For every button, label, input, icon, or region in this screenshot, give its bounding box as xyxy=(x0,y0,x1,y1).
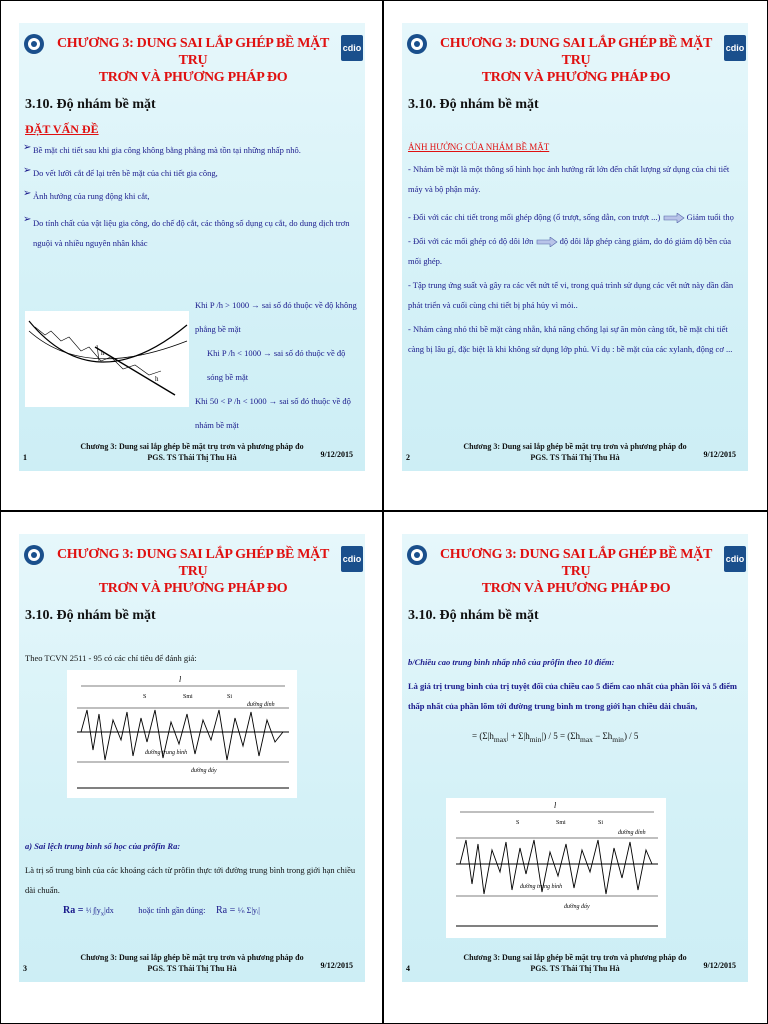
slide1-heading: ĐẶT VẤN ĐỀ xyxy=(25,122,99,136)
arrow-bullet-icon: ➢ xyxy=(23,214,32,225)
arrow-bullet-icon: ➢ xyxy=(23,165,32,176)
slide-date: 9/12/2015 xyxy=(703,961,736,970)
list-item: ➢ Do tính chất của vật liệu gia công, do chế độ cắt, các thông số dụng cụ cắt, do dung dịch trơn nguội và nhiều nguyên nhân khác xyxy=(25,213,357,253)
svg-text:đường đỉnh: đường đỉnh xyxy=(618,830,646,836)
slide1-notes: Khi P /h > 1000 → sai số đó thuộc về độ không phẳng bề mặt Khi P /h < 1000 → sai số đó thuộc về độ sóng bề mặt Khi 50 < P /h < 1000 → sai số đó thuộc về độ nhám bề mặt xyxy=(195,300,357,430)
slide1-body xyxy=(25,123,357,263)
cdio-logo: cdio xyxy=(724,546,746,572)
svg-text:đường đáy: đường đáy xyxy=(191,768,217,774)
university-logo-icon xyxy=(406,33,428,55)
section-title: 3.10. Độ nhám bề mặt xyxy=(25,97,156,112)
slide-3 xyxy=(19,534,365,982)
cdio-logo: cdio xyxy=(341,546,363,572)
slide2-heading: ẢNH HƯỞNG CỦA NHÁM BỀ MẶT xyxy=(408,142,550,152)
slide-footer: Chương 3: Dung sai lắp ghép bề mặt trụ trơn và phương pháp đo PGS. TS Thái Thị Thu Hà xyxy=(463,953,687,973)
svg-text:l: l xyxy=(179,675,182,684)
list-item: ➢ Do vết lưỡi cắt để lại trên bề mặt của chi tiết gia công, xyxy=(23,165,218,178)
svg-text:Smi: Smi xyxy=(556,820,566,826)
slide-2 xyxy=(402,23,748,471)
svg-text:đường trung bình: đường trung bình xyxy=(145,750,188,756)
roughness-profile-figure xyxy=(446,798,666,938)
slide2-body: ẢNH HƯỞNG CỦA NHÁM BỀ MẶT - Nhám bề mặt là một thông số hình học ảnh hưởng rất lớn đến chất lượng sử dụng của chi tiết máy và bộ phận máy. - Đối với các chi tiết trong mối ghép động (ổ trượt, sống dẫn, con trượt ...) Giảm tuổi thọ - Đối với các mối ghép có độ dôi lớn độ dôi lắp ghép càng giảm, do đó giảm độ bền của mối ghép. - Tập trung ứng suất và gây ra các vết nứt tế vi, trong quá trình sử dụng các vết nứt này dần dần phát triển và cuối cùng chi tiết bị phá hủy vì mỏi.. - Nhám càng nhỏ thì bề mặt càng nhẵn, khả năng chống lại sự ăn mòn càng tốt, bề mặt chi tiết càng bị lâu gỉ, đặc biệt là khi không sử dụng lớp phủ. Ví dụ : bề mặt của các xylanh, động cơ ... xyxy=(408,137,740,359)
university-logo-icon xyxy=(23,544,45,566)
slide-date: 9/12/2015 xyxy=(320,450,353,459)
surface-profile-figure xyxy=(25,311,189,407)
slide3-desc: Là trị số trung bình của các khoảng cách từ prôfin thực tới đường trung bình trong giới hạn chiều dài chuẩn. xyxy=(25,865,356,895)
slide-cell-3 xyxy=(0,511,383,1024)
section-title: 3.10. Độ nhám bề mặt xyxy=(25,608,156,623)
arrow-bullet-icon: ➢ xyxy=(23,142,32,153)
slide-number: 1 xyxy=(23,453,27,462)
svg-text:đường đỉnh: đường đỉnh xyxy=(247,702,275,708)
slide4-subheading: b/Chiều cao trung bình nhấp nhô của prôfin theo 10 điểm: xyxy=(408,657,615,667)
arrow-bullet-icon: ➢ xyxy=(23,188,32,199)
slide-date: 9/12/2015 xyxy=(703,450,736,459)
svg-text:l: l xyxy=(554,801,557,810)
svg-text:đường đáy: đường đáy xyxy=(564,904,590,910)
slide-4 xyxy=(402,534,748,982)
arrow-right-icon xyxy=(536,237,558,247)
slide4-desc: Là giá trị trung bình của trị tuyệt đối của chiều cao 5 điểm cao nhất của phần lồi và 5 điểm thấp nhất của phần lõm tới đường trung bình m trong giới hạn chiều dài chuẩn, xyxy=(408,681,737,711)
rz-formula: = $(\Sigma|h_{max}| + \Sigma|h_{min}|) / 5 = (\Sigma h_{max} - \Sigma h_{min}) / 5$ xyxy=(472,731,639,744)
list-item: ➢ Bề mặt chi tiết sau khi gia công không bằng phẳng mà tồn tại những nhấp nhô. xyxy=(23,142,301,155)
slide-number: 2 xyxy=(406,453,410,462)
slide-title: CHƯƠNG 3: DUNG SAI LẮP GHÉP BỀ MẶT TRỤ TRƠN VÀ PHƯƠNG PHÁP ĐO xyxy=(56,36,330,85)
section-title: 3.10. Độ nhám bề mặt xyxy=(408,97,539,112)
slide-footer: Chương 3: Dung sai lắp ghép bề mặt trụ trơn và phương pháp đo PGS. TS Thái Thị Thu Hà xyxy=(463,442,687,462)
slide-date: 9/12/2015 xyxy=(320,961,353,970)
cdio-logo: cdio xyxy=(341,35,363,61)
slide-1 xyxy=(19,23,365,471)
arrow-right-icon xyxy=(663,213,685,223)
list-item: ➢ Ảnh hưởng của rung động khi cắt, xyxy=(23,188,150,201)
slide-cell-1 xyxy=(0,0,383,511)
cdio-logo: cdio xyxy=(724,35,746,61)
university-logo-icon xyxy=(406,544,428,566)
svg-text:Smi: Smi xyxy=(183,694,193,700)
slide-title: CHƯƠNG 3: DUNG SAI LẮP GHÉP BỀ MẶT TRỤ TRƠN VÀ PHƯƠNG PHÁP ĐO xyxy=(439,547,713,596)
slide-cell-2 xyxy=(383,0,768,511)
slide3-subheading: a) Sai lệch trung bình số học của prôfin Ra: xyxy=(25,841,181,851)
svg-text:Si: Si xyxy=(227,694,233,700)
slide-number: 4 xyxy=(406,964,410,973)
slide-title: CHƯƠNG 3: DUNG SAI LẮP GHÉP BỀ MẶT TRỤ TRƠN VÀ PHƯƠNG PHÁP ĐO xyxy=(56,547,330,596)
roughness-profile-figure xyxy=(67,670,297,798)
svg-text:h: h xyxy=(101,349,105,357)
svg-text:S: S xyxy=(143,694,147,700)
university-logo-icon xyxy=(23,33,45,55)
svg-text:h: h xyxy=(155,375,159,383)
svg-text:đường trung bình: đường trung bình xyxy=(520,884,563,890)
slide-footer: Chương 3: Dung sai lắp ghép bề mặt trụ trơn và phương pháp đo PGS. TS Thái Thị Thu Hà xyxy=(80,442,304,462)
section-title: 3.10. Độ nhám bề mặt xyxy=(408,608,539,623)
slide-title: CHƯƠNG 3: DUNG SAI LẮP GHÉP BỀ MẶT TRỤ TRƠN VÀ PHƯƠNG PHÁP ĐO xyxy=(439,36,713,85)
slide-number: 3 xyxy=(23,964,27,973)
svg-text:Si: Si xyxy=(598,820,604,826)
slide3-intro: Theo TCVN 2511 - 95 có các chỉ tiêu để đánh giá: xyxy=(25,653,197,663)
slide-cell-4 xyxy=(383,511,768,1024)
slide-footer: Chương 3: Dung sai lắp ghép bề mặt trụ trơn và phương pháp đo PGS. TS Thái Thị Thu Hà xyxy=(80,953,304,973)
svg-text:S: S xyxy=(516,820,520,826)
ra-formula: Ra = ¹⁄ₗ $\int|y_x|dx$ hoặc tính gần đúng: Ra = ¹⁄ₙ Σ|yᵢ| xyxy=(63,905,260,918)
